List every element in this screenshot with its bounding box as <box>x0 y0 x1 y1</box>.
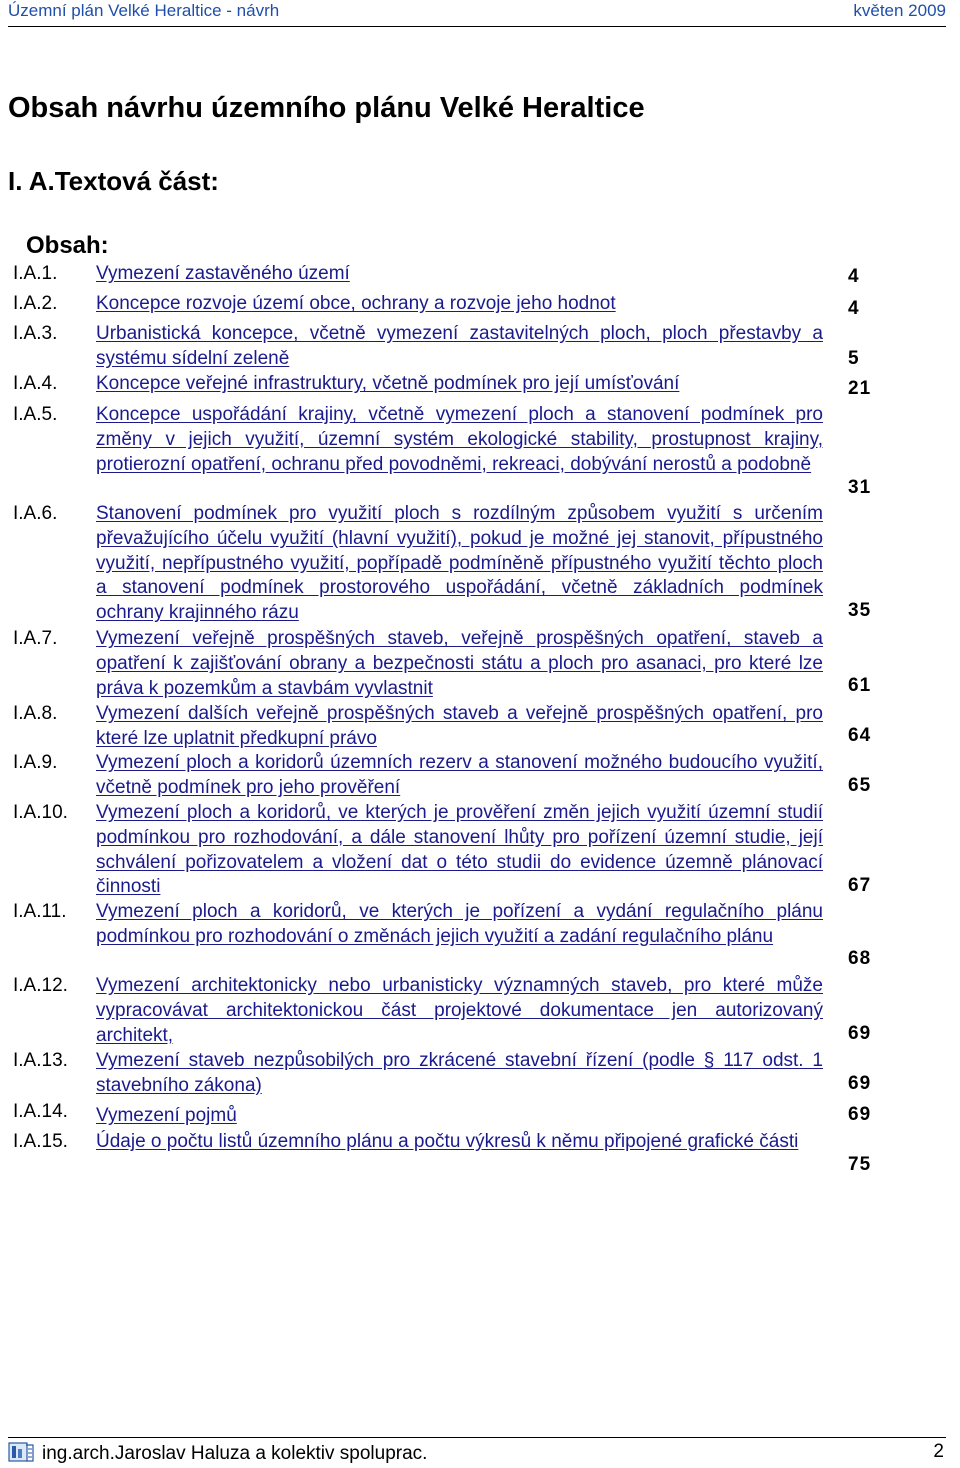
toc-entry-number: I.A.3. <box>13 323 58 344</box>
toc-entry-page: 64 <box>848 725 872 746</box>
toc-entry-number: I.A.9. <box>13 752 58 773</box>
document-logo-icon <box>8 1441 34 1463</box>
toc-entry-link[interactable]: Koncepce rozvoje území obce, ochrany a rozvoje jeho hodnot <box>96 293 616 314</box>
toc-entry-page: 35 <box>848 600 872 621</box>
section-title: I. A.Textová část: <box>8 166 219 196</box>
contents-heading: Obsah: <box>26 232 109 259</box>
toc-entry-number: I.A.15. <box>13 1131 68 1152</box>
toc-entry-number: I.A.6. <box>13 503 58 524</box>
footer-divider <box>8 1437 946 1438</box>
toc-entry-link[interactable]: Urbanistická koncepce, včetně vymezení zastavitelných ploch, ploch přestavby a systému sídelní zeleně <box>96 323 823 369</box>
toc-entry-number: I.A.14. <box>13 1101 68 1122</box>
toc-entry-number: I.A.12. <box>13 975 68 996</box>
toc-entry-number: I.A.4. <box>13 373 58 394</box>
toc-entry-page: 69 <box>848 1104 872 1125</box>
header-date: květen 2009 <box>853 1 946 20</box>
toc-entry-link[interactable]: Vymezení ploch a koridorů, ve kterých je prověření změn jejich využití územní studií podmínkou pro rozhodování, a dále stanovení lhůty pro pořízení územní studie, její schválení pořizovatelem a vložení dat o této studii do evidence územně plánovací činnosti <box>96 802 823 898</box>
toc-entry-page: 69 <box>848 1073 872 1094</box>
toc-entry-link[interactable]: Vymezení pojmů <box>96 1105 237 1126</box>
toc-entry-link[interactable]: Vymezení ploch a koridorů územních rezerv a stanovení možného budoucího využití, včetně podmínek pro jeho prověření <box>96 752 823 798</box>
toc-entry-link[interactable]: Koncepce veřejné infrastruktury, včetně podmínek pro její umísťování <box>96 373 680 394</box>
page-title: Obsah návrhu územního plánu Velké Heraltice <box>8 92 645 124</box>
toc-entry-link[interactable]: Stanovení podmínek pro využití ploch s rozdílným způsobem využití s určením převažujícího účelu využití (hlavní využití), pokud je možné jej stanovit, přípustného využití, nepřípustného využití, popřípadě podmíněně přípustného využití těchto ploch a stanovení podmínek prostorového uspořádání, včetně základních podmínek ochrany krajinného rázu <box>96 503 823 624</box>
toc-entry-link[interactable]: Koncepce uspořádání krajiny, včetně vymezení ploch a stanovení podmínek pro změny v jejich využití, územní systém ekologické stability, prostupnost krajiny, protierozní opatření, ochranu před povodněmi, rekreaci, dobývání nerostů a podobně <box>96 404 823 475</box>
header-document-title: Územní plán Velké Heraltice - návrh <box>8 1 280 20</box>
toc-entry-page: 69 <box>848 1023 872 1044</box>
toc-entry-number: I.A.11. <box>13 901 67 922</box>
toc-entry-number: I.A.2. <box>13 293 58 314</box>
toc-entry-number: I.A.10. <box>13 802 68 823</box>
footer-page-number: 2 <box>933 1441 944 1462</box>
toc-entry-page: 5 <box>848 348 860 369</box>
toc-entry-number: I.A.8. <box>13 703 58 724</box>
toc-entry-link[interactable]: Vymezení architektonicky nebo urbanisticky významných staveb, pro které může vypracovávat architektonickou část projektové dokumentace jen autorizovaný architekt, <box>96 975 823 1046</box>
toc-entry-link[interactable]: Vymezení staveb nezpůsobilých pro zkrácené stavební řízení (podle § 117 odst. 1 stavebního zákona) <box>96 1050 823 1096</box>
toc-entry-link[interactable]: Vymezení ploch a koridorů, ve kterých je pořízení a vydání regulačního plánu podmínkou pro rozhodování o změnách jejich využití a zadání regulačního plánu <box>96 901 823 947</box>
toc-entry-link[interactable]: Vymezení veřejně prospěšných staveb, veřejně prospěšných opatření, staveb a opatření k zajišťování obrany a bezpečnosti státu a ploch pro asanaci, pro které lze práva k pozemkům a stavbám vyvlastnit <box>96 628 823 699</box>
toc-entry-page: 65 <box>848 775 872 796</box>
toc-entry-link[interactable]: Vymezení dalších veřejně prospěšných staveb a veřejně prospěšných opatření, pro které lze uplatnit předkupní právo <box>96 703 823 749</box>
toc-entry-link[interactable]: Údaje o počtu listů územního plánu a počtu výkresů k němu připojené grafické části <box>96 1131 799 1152</box>
toc-entry-number: I.A.7. <box>13 628 58 649</box>
toc-entry-number: I.A.13. <box>13 1050 68 1071</box>
toc-entry-number: I.A.5. <box>13 404 58 425</box>
toc-entry-page: 4 <box>848 298 860 319</box>
toc-entry-page: 75 <box>848 1154 872 1175</box>
toc-entry-page: 61 <box>848 675 872 696</box>
toc-entry-link[interactable]: Vymezení zastavěného území <box>96 263 350 284</box>
toc-entry-page: 67 <box>848 875 872 896</box>
toc-entry-page: 31 <box>848 477 872 498</box>
toc-entry-page: 21 <box>848 378 872 399</box>
toc-entry-page: 4 <box>848 266 860 287</box>
footer-author: ing.arch.Jaroslav Haluza a kolektiv spoluprac. <box>42 1443 428 1464</box>
toc-entry-number: I.A.1. <box>13 263 58 284</box>
page-header <box>8 0 946 27</box>
toc-entry-page: 68 <box>848 948 872 969</box>
